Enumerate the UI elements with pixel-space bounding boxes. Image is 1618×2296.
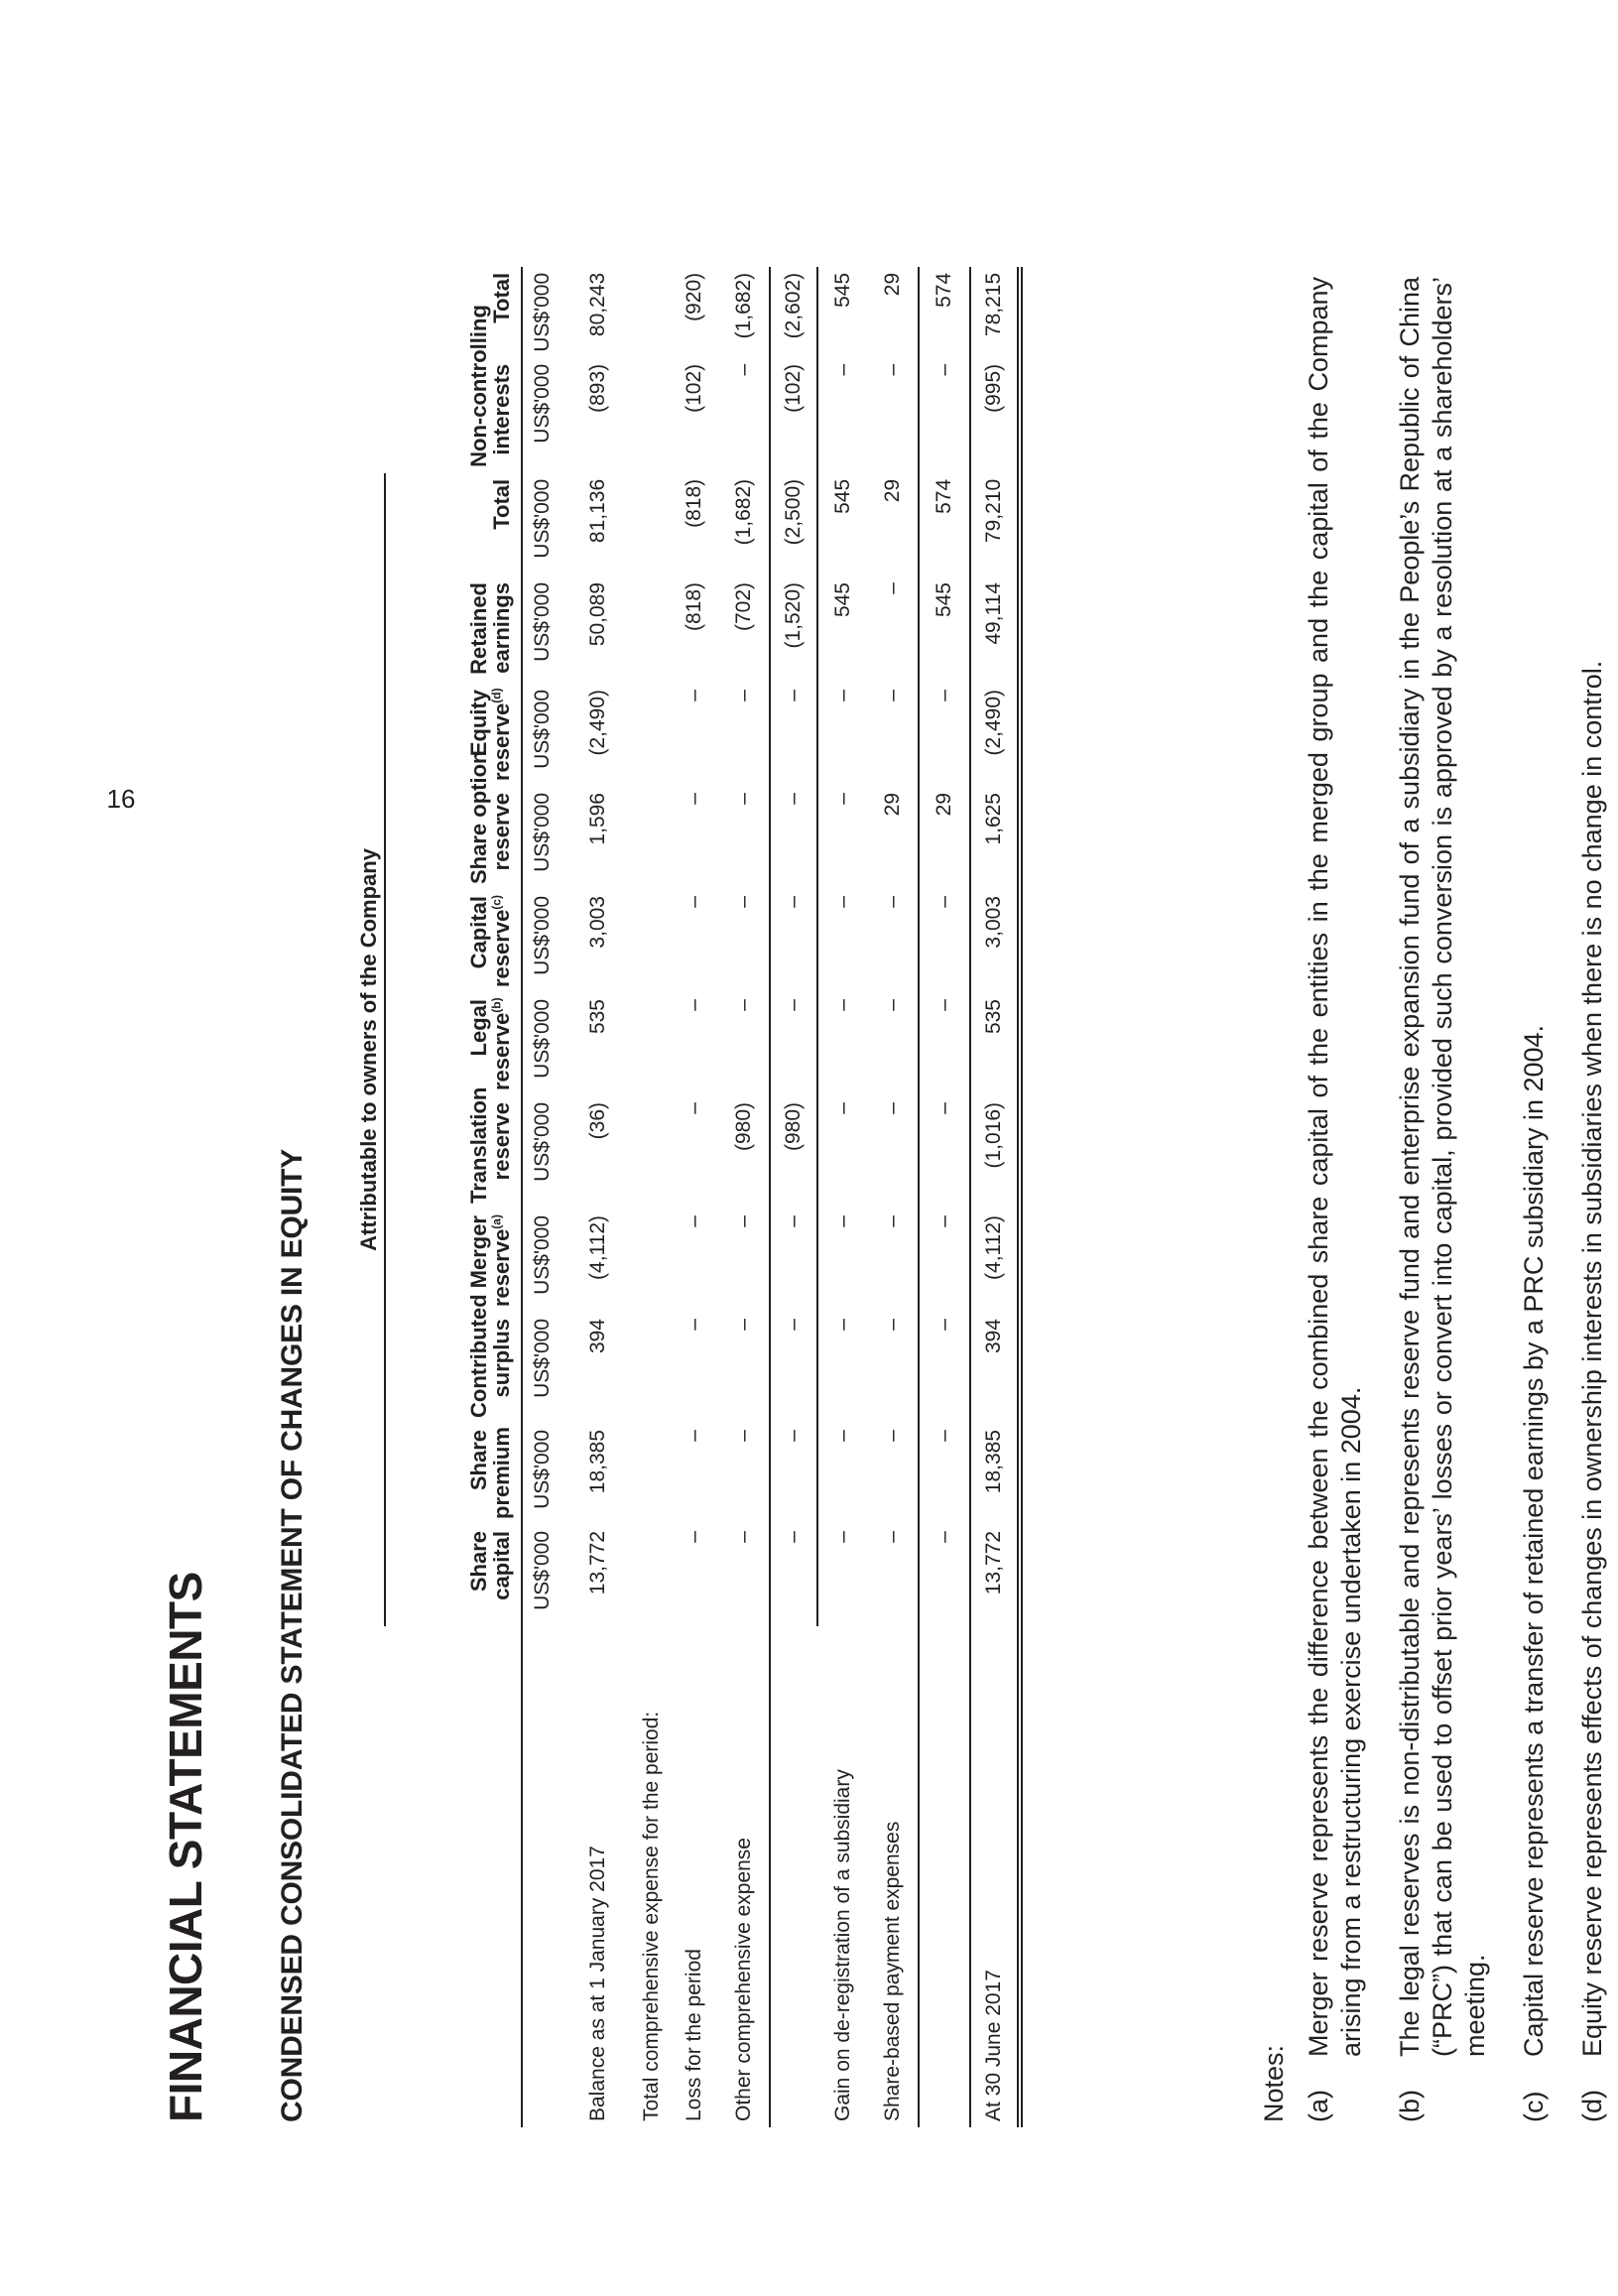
value-cell: 78,215 [970,267,1020,358]
value-cell: – [919,1424,970,1525]
value-cell: 545 [919,576,970,684]
units-row [522,267,562,2127]
footnote-ref: (c) [489,895,504,910]
value-cell: – [868,1210,919,1313]
value-cell: 574 [919,267,970,358]
value-cell: 18,385 [586,1430,610,1494]
column-header [385,473,522,576]
column-header-line2: interests [489,363,514,455]
value-cell: (2,500) [770,473,817,576]
column-header-line2: reserve [489,1012,514,1090]
value-cell: (893) [586,363,610,413]
value-cell: 13,772 [970,1525,1020,1626]
value-cell: (980) [770,1096,817,1210]
value-cell: (818) [683,478,706,528]
equity-statement-table [357,267,1023,2127]
value-cell: 79,210 [970,473,1020,576]
value-cell: – [868,684,919,787]
value-cell: (4,112) [586,1215,610,1280]
value-cell: – [719,684,770,787]
column-header-line2: reserve [489,793,514,871]
value-cell: – [831,1531,855,1543]
column-header-line2: surplus [489,1319,514,1398]
value-cell: – [719,1210,770,1313]
value-cell: 3,003 [586,896,610,949]
unit-cell: US$'000 [522,787,562,890]
value-cell: – [919,358,970,473]
value-cell: – [868,1525,919,1626]
value-cell: (2,490) [586,690,610,756]
column-header [385,1294,522,1424]
value-cell: – [719,1525,770,1626]
value-cell: – [683,999,706,1011]
column-header-line1: Translation [465,1086,491,1204]
table-row [719,267,770,2127]
note-letter: (a) [1303,2090,1333,2122]
value-cell: 574 [919,473,970,576]
column-header [385,684,522,787]
footnote-ref: (b) [489,997,504,1013]
table-row [868,267,919,2127]
note-text: The legal reserves is non-distributable and represents reserve fund and enterprise expansion fund of a subsidiary in the People’s Republic of China (“PRC”) that can be used to offset prior years’ losses or convert into capital, provided such conversion is approved by a resolution at a shareholders’ meeting. [1394,277,1490,2057]
value-cell: – [683,793,706,805]
column-header [385,576,522,684]
column-header [385,1424,522,1525]
value-cell: – [919,890,970,993]
column-header-line1: Share [465,1430,491,1491]
value-cell: – [770,1210,817,1313]
value-cell: – [868,993,919,1096]
value-cell: – [683,1215,706,1227]
value-cell: – [770,1424,817,1525]
row-label: At 30 June 2017 [970,1626,1020,2127]
value-cell: – [919,1096,970,1210]
value-cell: – [831,1430,855,1442]
column-header [385,267,522,358]
column-header-line1: Retained [465,582,491,675]
value-cell: (2,490) [970,684,1020,787]
value-cell: 3,003 [970,890,1020,993]
column-header-line2: reserve [489,702,514,781]
column-header-row [385,267,522,2127]
value-cell: – [719,787,770,890]
value-cell: – [868,576,919,684]
value-cell: – [919,1525,970,1626]
column-header-line1: Equity [465,690,491,757]
column-header-line2: premium [489,1427,514,1519]
value-cell: 50,089 [586,582,610,647]
value-cell: – [770,1525,817,1626]
value-cell: – [770,890,817,993]
value-cell: – [868,1424,919,1525]
statement-title: CONDENSED CONSOLIDATED STATEMENT OF CHANGES IN EQUITY [276,1148,309,2122]
row-label: Loss for the period [683,1949,706,2121]
column-header-line2: Total [489,272,514,323]
row-label [770,1626,817,2127]
value-cell: 545 [831,478,855,514]
value-cell: 394 [586,1319,610,1354]
value-cell: – [683,1319,706,1331]
value-cell: – [683,896,706,908]
value-cell: – [770,787,817,890]
unit-cell: US$'000 [522,993,562,1096]
value-cell: 29 [868,473,919,576]
value-cell: (920) [683,272,706,321]
value-cell: – [831,1102,855,1114]
value-cell: (2,602) [770,267,817,358]
value-cell: (818) [683,582,706,632]
table-row [970,267,1020,2127]
value-cell: (1,520) [770,576,817,684]
rotated-page [0,232,1618,2296]
note-text: Capital reserve represents a transfer of retained earnings by a PRC subsidiary in 2004. [1518,1024,1549,2057]
page-number: 16 [106,784,136,814]
value-cell: (702) [719,576,770,684]
value-cell: 1,596 [586,793,610,845]
unit-cell: US$'000 [522,473,562,576]
notes-list [1303,277,1609,2122]
value-cell: – [868,1096,919,1210]
column-header [385,305,522,473]
value-cell: – [831,793,855,805]
value-cell: – [831,999,855,1011]
note-item [1303,277,1368,2122]
note-item [1576,277,1609,2122]
row-label [919,1626,970,2127]
column-header [385,1525,522,1626]
unit-cell: US$'000 [522,267,562,358]
note-letter: (b) [1394,2090,1425,2122]
value-cell: – [683,1430,706,1442]
value-cell: – [868,1313,919,1424]
table-row [919,267,970,2127]
table-row [634,267,670,2127]
value-cell: – [831,690,855,702]
value-cell: 394 [970,1313,1020,1424]
value-cell: (36) [586,1102,610,1140]
value-cell: – [719,358,770,473]
value-cell: – [831,363,855,376]
column-header [385,750,522,890]
value-cell: 1,625 [970,787,1020,890]
value-cell: – [719,1313,770,1424]
unit-cell: US$'000 [522,890,562,993]
value-cell: – [719,993,770,1096]
value-cell: – [770,684,817,787]
row-label: Gain on de-registration of a subsidiary [830,1769,854,2121]
column-header-line1: Merger [465,1215,491,1289]
column-header-line2: earnings [489,582,514,674]
column-header-line1: Capital [465,896,491,969]
value-cell: – [919,993,970,1096]
column-header-line2: reserve [489,1102,514,1181]
value-cell: 29 [868,267,919,358]
unit-cell: US$'000 [522,1424,562,1525]
value-cell: (1,682) [719,473,770,576]
value-cell: (102) [683,363,706,413]
value-cell: – [683,690,706,702]
value-cell: (4,112) [970,1210,1020,1313]
group-header-row [357,267,385,2127]
value-cell: – [868,890,919,993]
column-header-line2: Total [489,478,514,530]
note-letter: (c) [1518,2091,1549,2122]
value-cell: – [719,1424,770,1525]
note-text: Merger reserve represents the difference between the combined share capital of the entities in the merged group and the capital of the Company arising from a restructuring exercise undertaken in 2004. [1303,277,1366,2057]
note-letter: (d) [1576,2090,1607,2122]
column-header-line2: capital [489,1531,514,1600]
value-cell: – [683,1102,706,1114]
value-cell: 13,772 [586,1531,610,1595]
unit-cell: US$'000 [522,1210,562,1313]
column-header-line2: reserve [489,909,514,987]
table-row [817,267,868,2127]
value-cell: 545 [831,272,855,308]
column-header-line1: Share option [465,750,491,884]
value-cell: 535 [586,999,610,1035]
row-label: Other comprehensive expense [719,1626,770,2127]
column-header-line1: Non-controlling [465,305,491,467]
column-header-line1: Share [465,1531,491,1593]
notes-title: Notes: [1259,2044,1289,2122]
column-header-line2: reserve [489,1228,514,1307]
column-header-line1: Legal [465,999,491,1057]
unit-cell: US$'000 [522,684,562,787]
value-cell: 49,114 [970,576,1020,684]
table-row [770,267,817,2127]
value-cell: – [831,1319,855,1331]
note-item [1394,277,1492,2122]
note-item [1518,277,1551,2122]
value-cell: 80,243 [586,272,610,337]
row-label: Share-based payment expenses [868,1626,919,2127]
value-cell: 18,385 [970,1424,1020,1525]
value-cell: – [770,1313,817,1424]
value-cell: 545 [831,582,855,618]
column-header [385,1210,522,1313]
page-title: FINANCIAL STATEMENTS [160,1572,211,2122]
unit-cell: US$'000 [522,1313,562,1424]
value-cell: (995) [970,358,1020,473]
row-label: Total comprehensive expense for the period: [640,1711,664,2121]
table-row [562,267,634,2127]
value-cell: 29 [868,787,919,890]
group-header: Attributable to owners of the Company [357,473,385,1626]
value-cell: – [868,358,919,473]
unit-cell: US$'000 [522,358,562,473]
column-header-line1: Contributed [465,1294,491,1418]
footnote-ref: (d) [489,688,504,703]
value-cell: (1,016) [970,1096,1020,1210]
value-cell: (102) [770,358,817,473]
value-cell: – [919,684,970,787]
note-text: Equity reserve represents effects of changes in ownership interests in subsidiaries when there is no change in control. [1576,660,1607,2057]
value-cell: – [683,1531,706,1543]
value-cell: – [770,993,817,1096]
value-cell: 81,136 [586,478,610,544]
value-cell: – [719,890,770,993]
value-cell: – [919,1210,970,1313]
column-header [385,890,522,993]
table-row [670,267,719,2127]
value-cell: – [831,896,855,908]
unit-cell: US$'000 [522,1096,562,1210]
value-cell: 29 [919,787,970,890]
row-label: Balance as at 1 January 2017 [586,1846,610,2121]
value-cell: – [831,1215,855,1227]
value-cell: (1,682) [719,267,770,358]
value-cell: – [919,1313,970,1424]
value-cell: (980) [719,1096,770,1210]
unit-cell: US$'000 [522,576,562,684]
column-header [385,993,522,1096]
value-cell: 535 [970,993,1020,1096]
notes-section [1258,277,1618,2122]
column-header [385,1086,522,1210]
unit-cell: US$'000 [522,1525,562,1626]
footnote-ref: (a) [489,1214,504,1229]
